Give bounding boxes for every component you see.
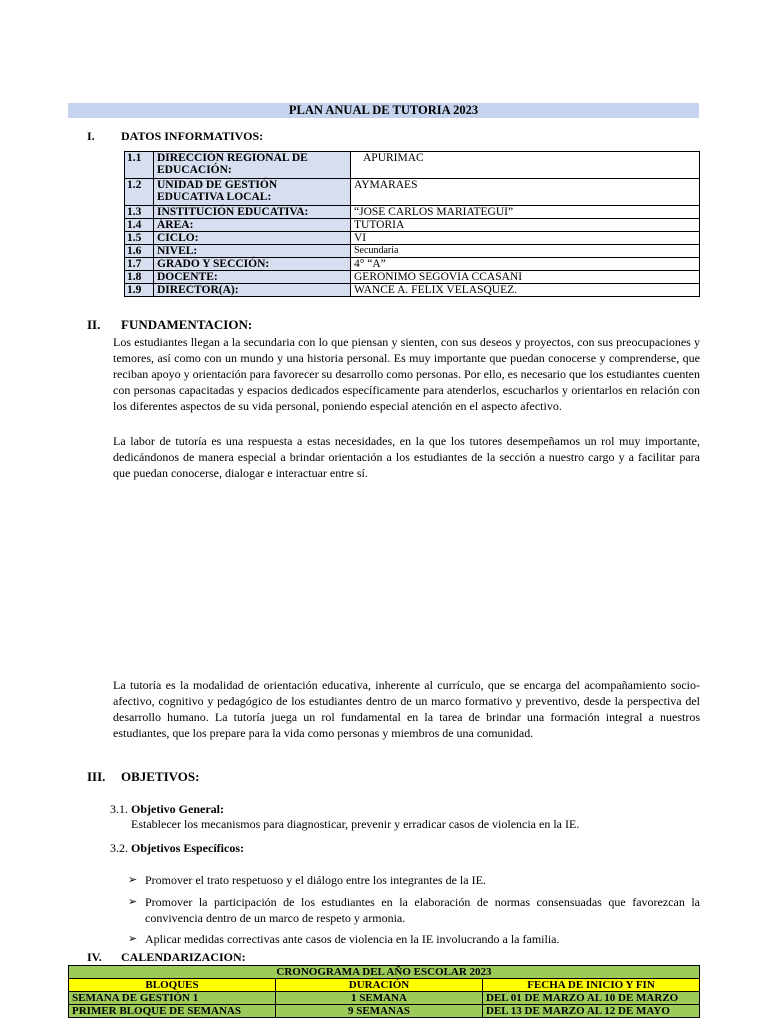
info-row [125, 206, 700, 219]
calendar-column-header: DURACIÓN [276, 979, 483, 992]
info-row-number: 1.9 [125, 284, 154, 297]
objetivos-especificos-heading [110, 841, 244, 856]
info-row-label: DIRECCIÓN REGIONAL DE EDUCACIÓN: [154, 152, 351, 179]
fundamentacion-paragraph-2: La labor de tutoría es una respuesta a estas necesidades, en la que los tutores desempeñamos un rol muy importante, dedicándonos de manera especial a brindar orientación a los estudiantes de la sección a nuestro cargo y a facilitar para que puedan conocerse, dialogar e interactuar entre sí. [113, 434, 700, 480]
section-4-number: IV. [87, 950, 102, 964]
info-row [125, 219, 700, 232]
calendar-row [69, 992, 700, 1005]
section-1-title: DATOS INFORMATIVOS: [121, 129, 264, 143]
calendar-title: CRONOGRAMA DEL AÑO ESCOLAR 2023 [69, 966, 700, 979]
info-row [125, 258, 700, 271]
info-row-value: TUTORIA [351, 219, 700, 232]
bullet-arrow-icon: ➢ [128, 896, 138, 908]
info-row-label: ÁREA: [154, 219, 351, 232]
fundamentacion-paragraph-1: Los estudiantes llegan a la secundaria con lo que piensan y sienten, con sus deseos y proyectos, con sus preocupaciones y temores, así como con un mundo y una historia personal. Es muy importante que puedan conocerse y comprenderse, que reciban apoyo y orientación para favorecer su desarrollo como personas. Por ello, es necesario que los estudiantes cuenten con personas capacitadas y espacios dedicados específicamente para atenderlos, escucharlos y orientarlos en relación con los diferentes aspectos de su vida personal, poniendo especial atención en el aspecto afectivo. [113, 335, 700, 413]
calendar-cell: DEL 01 DE MARZO AL 10 DE MARZO [483, 992, 700, 1005]
objetivo-especifico-item: Promover la participación de los estudiantes en la elaboración de normas consensuadas que favorezcan la convivencia dentro de un marco de respeto y armonia. [145, 895, 700, 925]
info-row-number: 1.6 [125, 245, 154, 258]
objetivo-especifico-item: Aplicar medidas correctivas ante casos de violencia en la IE involucrando a la familia. [145, 932, 560, 946]
calendar-row [69, 1005, 700, 1018]
objetivo-general-label: Objetivo General: [131, 802, 224, 816]
fundamentacion-paragraph-3: La tutoría es la modalidad de orientación educativa, inherente al currículo, que se encarga del acompañamiento socio-afectivo, cognitivo y pedagógico de los estudiantes dentro de un marco formativo y preventivo, desde la perspectiva del desarrollo humano. La tutoría juega un rol fundamental en la tarea de brindar una formación integral a nuestros estudiantes, que los prepare para la vida como personas y miembros de una comunidad. [113, 678, 700, 740]
section-4-title: CALENDARIZACION: [121, 950, 246, 964]
info-row-value: APURIMAC [351, 152, 700, 179]
info-row [125, 245, 700, 258]
info-row-label: UNIDAD DE GESTIÓN EDUCATIVA LOCAL: [154, 179, 351, 206]
calendar-cell: PRIMER BLOQUE DE SEMANAS [69, 1005, 276, 1018]
info-row [125, 271, 700, 284]
info-row-label: GRADO Y SECCIÓN: [154, 258, 351, 271]
section-2-number: II. [87, 317, 101, 332]
calendar-column-header: FECHA DE INICIO Y FIN [483, 979, 700, 992]
info-row [125, 284, 700, 297]
bullet-arrow-icon: ➢ [128, 874, 138, 886]
objetivo-general-heading [110, 802, 224, 817]
info-row-number: 1.8 [125, 271, 154, 284]
objetivos-especificos-label: Objetivos Específicos: [131, 841, 244, 855]
section-3-title: OBJETIVOS: [121, 769, 200, 784]
section-3-number: III. [87, 769, 106, 784]
info-row-label: DOCENTE: [154, 271, 351, 284]
calendar-column-header: BLOQUES [69, 979, 276, 992]
calendar-cell: 9 SEMANAS [276, 1005, 483, 1018]
objetivo-especifico-item: Promover el trato respetuoso y el diálogo entre los integrantes de la IE. [145, 873, 486, 887]
info-row-value: “JOSE CARLOS MARIATEGUI” [351, 206, 700, 219]
section-2-title: FUNDAMENTACION: [121, 317, 253, 332]
bullet-arrow-icon: ➢ [128, 933, 138, 945]
info-row-value: GERONIMO SEGOVIA CCASANI [351, 271, 700, 284]
section-1-number: I. [87, 129, 95, 143]
info-row-label: DIRECTOR(A): [154, 284, 351, 297]
info-row-value: WANCE A. FELIX VELASQUEZ. [351, 284, 700, 297]
objetivo-general-number: 3.1. [110, 802, 128, 816]
calendar-cell: SEMANA DE GESTIÓN 1 [69, 992, 276, 1005]
info-row-value: 4° “A” [351, 258, 700, 271]
info-row [125, 152, 700, 179]
info-row-value: Secundaria [351, 245, 700, 258]
info-row-label: INSTITUCIÓN EDUCATIVA: [154, 206, 351, 219]
info-row-number: 1.1 [125, 152, 154, 179]
info-row-number: 1.5 [125, 232, 154, 245]
calendar-cell: DEL 13 DE MARZO AL 12 DE MAYO [483, 1005, 700, 1018]
info-row-label: NIVEL: [154, 245, 351, 258]
info-row [125, 232, 700, 245]
info-row-label: CICLO: [154, 232, 351, 245]
objetivos-especificos-number: 3.2. [110, 841, 128, 855]
calendar-table [68, 965, 700, 1018]
info-row-value: VI [351, 232, 700, 245]
info-row-number: 1.3 [125, 206, 154, 219]
datos-informativos-table [124, 151, 700, 297]
info-row-number: 1.4 [125, 219, 154, 232]
info-row-number: 1.7 [125, 258, 154, 271]
info-row-value: AYMARAES [351, 179, 700, 206]
document-title: PLAN ANUAL DE TUTORIA 2023 [68, 103, 699, 118]
info-row [125, 179, 700, 206]
calendar-cell: 1 SEMANA [276, 992, 483, 1005]
info-row-number: 1.2 [125, 179, 154, 206]
objetivo-general-text: Establecer los mecanismos para diagnosticar, prevenir y erradicar casos de violencia en la IE. [131, 817, 580, 831]
